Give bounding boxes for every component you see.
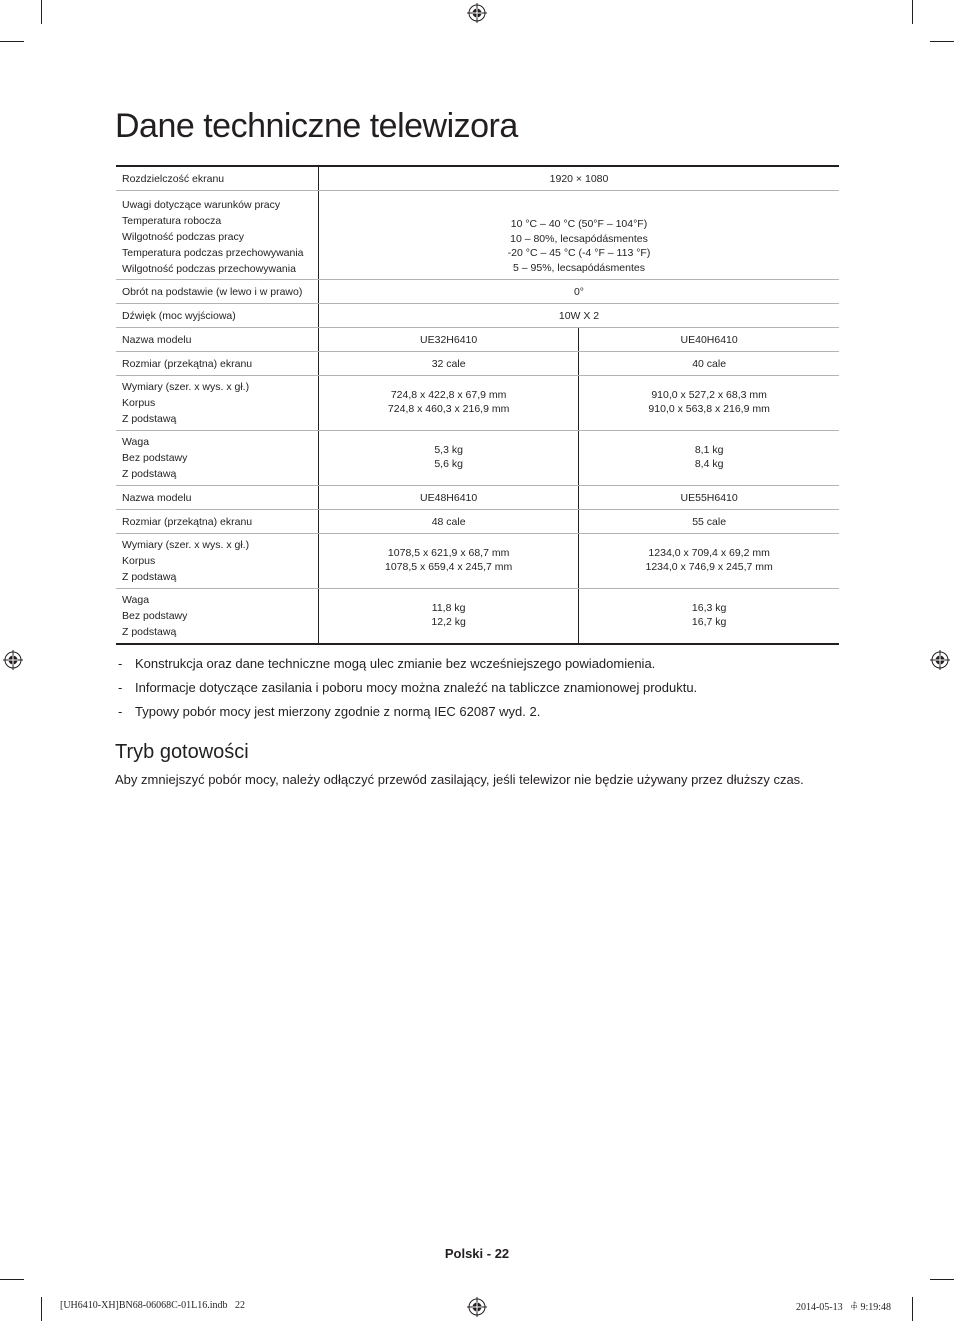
- label-line: Z podstawą: [122, 571, 177, 583]
- registration-mark-icon: [930, 650, 950, 670]
- crop-mark: [912, 0, 913, 24]
- value-line: 5,3 kg: [434, 443, 463, 456]
- screen-size: 32 cale: [319, 352, 579, 376]
- model-name: UE40H6410: [579, 328, 839, 352]
- crop-mark: [930, 1279, 954, 1280]
- list-dash: -: [118, 704, 123, 719]
- value-line: 1234,0 x 746,9 x 245,7 mm: [645, 561, 773, 573]
- row-label: [116, 191, 319, 280]
- label-line: Wymiary (szer. x wys. x gł.): [122, 539, 250, 551]
- row-label: Rozdzielczość ekranu: [116, 166, 319, 191]
- value-line: -20 °C – 45 °C (-4 °F – 113 °F): [507, 247, 651, 259]
- label-line: Z podstawą: [122, 413, 177, 425]
- row-value: 1920 × 1080: [319, 166, 840, 191]
- row-label: Rozmiar (przekątna) ekranu: [116, 352, 319, 376]
- table-row: [116, 280, 839, 304]
- label-line: Uwagi dotyczące warunków pracy: [122, 199, 281, 211]
- weight: [579, 431, 839, 486]
- label-line: Korpus: [122, 555, 156, 567]
- row-label: [116, 534, 319, 589]
- table-row: [116, 486, 839, 510]
- table-row: [116, 166, 839, 191]
- page-title: Dane techniczne telewizora: [115, 107, 518, 145]
- label-line: Temperatura podczas przechowywania: [122, 247, 304, 259]
- row-value: [319, 191, 840, 280]
- row-label: Nazwa modelu: [116, 328, 319, 352]
- print-slug-left: [UH6410-XH]BN68-06068C-01L16.indb 22: [60, 1300, 245, 1311]
- dimensions: [319, 534, 579, 589]
- dimensions: [579, 534, 839, 589]
- value-line: 5,6 kg: [434, 458, 463, 470]
- value-line: 10 °C – 40 °C (50°F – 104°F): [510, 218, 648, 230]
- table-row: [116, 328, 839, 352]
- row-value: 0°: [319, 280, 840, 304]
- registration-mark-icon: [3, 650, 23, 670]
- value-line: 8,1 kg: [694, 443, 724, 456]
- dimensions: [319, 376, 579, 431]
- note-text: Typowy pobór mocy jest mierzony zgodnie z normą IEC 62087 wyd. 2.: [135, 704, 541, 719]
- model-name: UE48H6410: [319, 486, 579, 510]
- crop-mark: [912, 1297, 913, 1321]
- crop-mark: [0, 1279, 24, 1280]
- list-dash: -: [118, 656, 123, 671]
- value-line: 11,8 kg: [431, 601, 466, 614]
- value-line: 1234,0 x 709,4 x 69,2 mm: [648, 546, 770, 559]
- crop-mark: [930, 41, 954, 42]
- screen-size: 48 cale: [319, 510, 579, 534]
- weight: [319, 431, 579, 486]
- row-label: [116, 376, 319, 431]
- list-item: [116, 652, 836, 676]
- label-line: Bez podstawy: [122, 610, 188, 622]
- table-row: [116, 431, 839, 486]
- row-label: Rozmiar (przekątna) ekranu: [116, 510, 319, 534]
- crop-mark: [0, 41, 24, 42]
- value-line: 1078,5 x 621,9 x 68,7 mm: [387, 546, 510, 559]
- crop-mark: [41, 0, 42, 24]
- label-line: Z podstawą: [122, 468, 177, 480]
- list-item: [116, 676, 836, 700]
- dimensions: [579, 376, 839, 431]
- section-text: Aby zmniejszyć pobór mocy, należy odłączyć przewód zasilający, jeśli telewizor nie będzie używany przez dłuższy czas.: [115, 772, 804, 787]
- list-dash: -: [118, 680, 123, 695]
- row-label: [116, 431, 319, 486]
- crop-mark: [41, 1297, 42, 1321]
- value-line: 16,3 kg: [691, 601, 727, 614]
- spec-table: [116, 165, 839, 645]
- value-line: 1078,5 x 659,4 x 245,7 mm: [385, 561, 513, 573]
- label-line: Temperatura robocza: [122, 215, 222, 227]
- weight: [579, 589, 839, 645]
- page-number: Polski - 22: [444, 1246, 510, 1261]
- label-line: Wilgotność podczas przechowywania: [122, 263, 296, 275]
- value-line: 8,4 kg: [694, 458, 724, 470]
- value-line: 5 – 95%, lecsapódásmentes: [513, 261, 645, 274]
- table-row: [116, 376, 839, 431]
- row-label: [116, 589, 319, 645]
- table-row: [116, 534, 839, 589]
- value-line: 16,7 kg: [691, 616, 727, 628]
- list-item: [116, 700, 836, 724]
- label-line: Korpus: [122, 397, 156, 409]
- label-line: Wilgotność podczas pracy: [122, 231, 244, 243]
- notes-list: [116, 652, 836, 724]
- table-row: [116, 191, 839, 280]
- registration-mark-icon: [467, 1297, 487, 1317]
- label-line: Wymiary (szer. x wys. x gł.): [122, 381, 250, 393]
- row-label: Dźwięk (moc wyjściowa): [116, 304, 319, 328]
- value-line: 910,0 x 563,8 x 216,9 mm: [648, 403, 770, 415]
- label-line: Waga: [122, 594, 150, 606]
- table-row: [116, 304, 839, 328]
- label-line: Z podstawą: [122, 626, 177, 638]
- table-row: [116, 589, 839, 645]
- model-name: UE55H6410: [579, 486, 839, 510]
- label-line: Bez podstawy: [122, 452, 188, 464]
- table-row: [116, 352, 839, 376]
- value-line: 724,8 x 422,8 x 67,9 mm: [390, 388, 507, 401]
- weight: [319, 589, 579, 645]
- table-row: [116, 510, 839, 534]
- registration-mark-icon: [467, 3, 487, 23]
- value-line: 910,0 x 527,2 x 68,3 mm: [651, 388, 767, 401]
- row-value: 10W X 2: [319, 304, 840, 328]
- row-label: Obrót na podstawie (w lewo i w prawo): [116, 280, 319, 304]
- note-text: Konstrukcja oraz dane techniczne mogą ulec zmianie bez wcześniejszego powiadomienia.: [135, 656, 656, 671]
- model-name: UE32H6410: [319, 328, 579, 352]
- screen-size: 40 cale: [579, 352, 839, 376]
- section-heading: Tryb gotowości: [115, 741, 249, 763]
- value-line: 724,8 x 460,3 x 216,9 mm: [387, 403, 510, 415]
- note-text: Informacje dotyczące zasilania i poboru mocy można znaleźć na tabliczce znamionowej produktu.: [135, 680, 698, 695]
- value-line: 12,2 kg: [431, 616, 466, 628]
- row-label: Nazwa modelu: [116, 486, 319, 510]
- print-slug-right: 2014-05-13 ꊠ 9:19:48: [795, 1302, 891, 1313]
- value-line: 10 – 80%, lecsapódásmentes: [510, 232, 648, 245]
- screen-size: 55 cale: [579, 510, 839, 534]
- label-line: Waga: [122, 436, 150, 448]
